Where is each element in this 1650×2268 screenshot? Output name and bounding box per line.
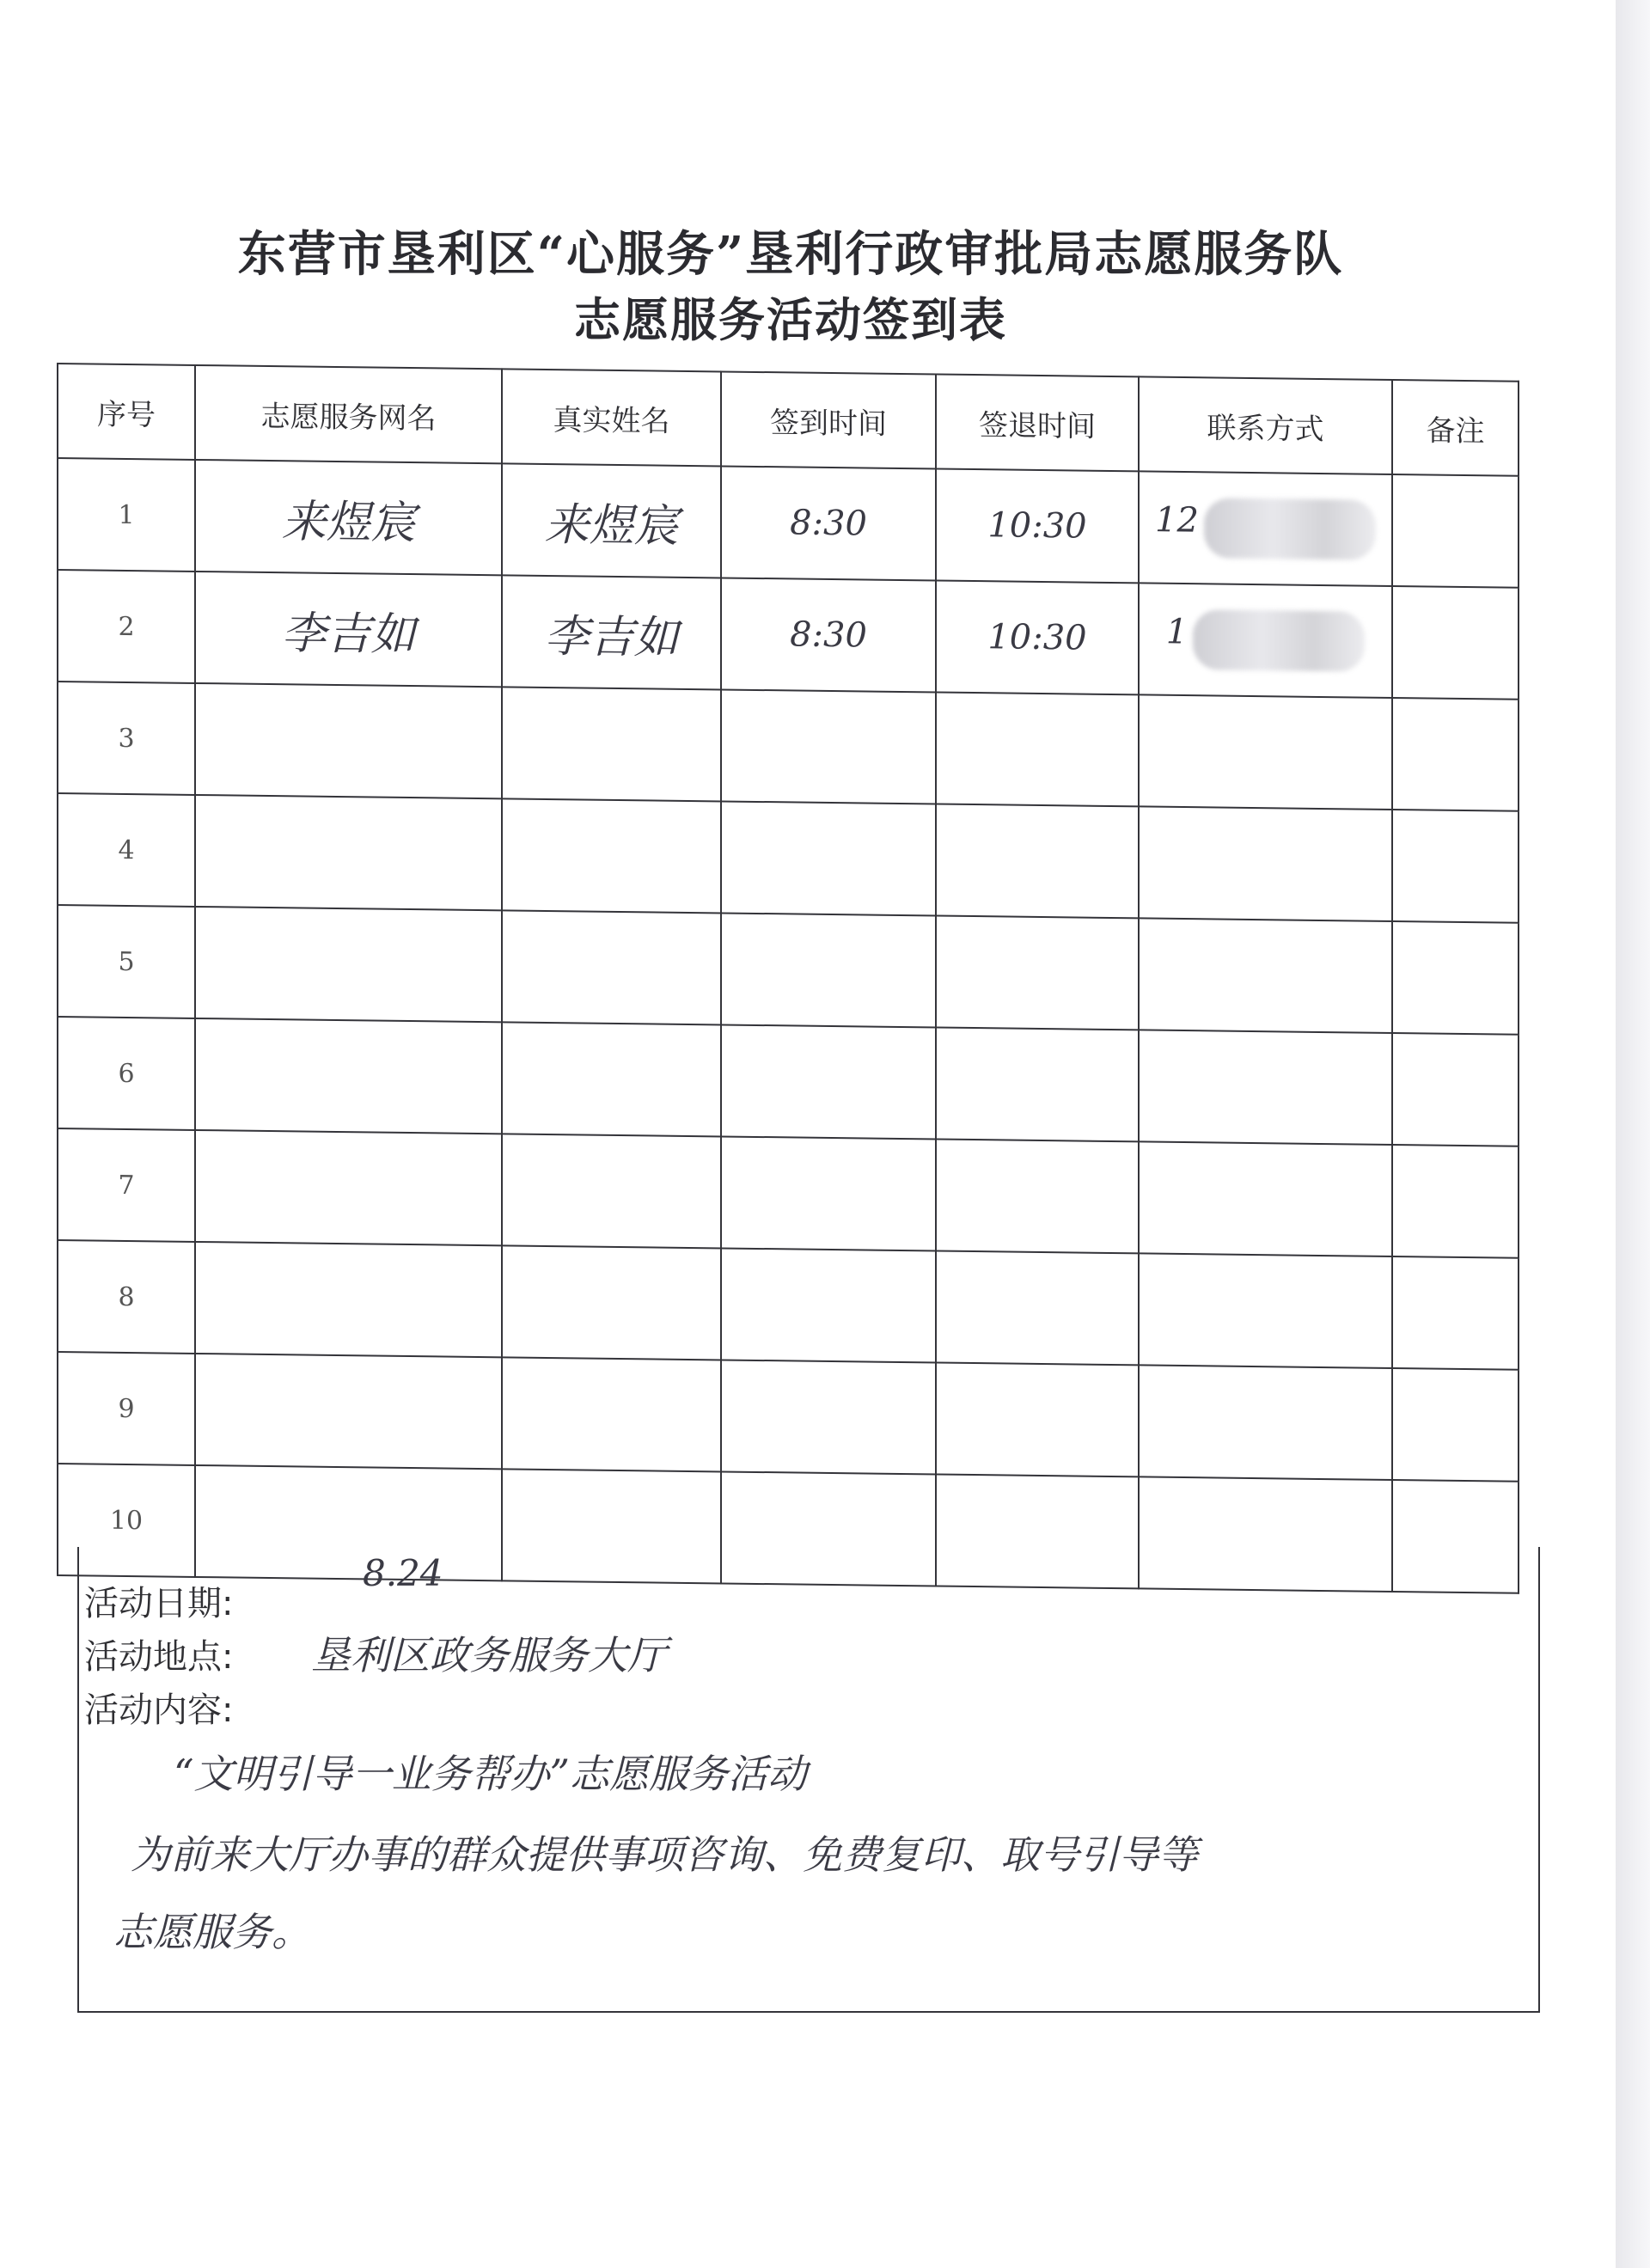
empty-cell (502, 910, 721, 1024)
sign-in-table (57, 363, 1519, 1594)
empty-cell (936, 692, 1139, 806)
sign-out-cell: 10:30 (936, 468, 1139, 583)
empty-cell (721, 1136, 936, 1250)
empty-cell (502, 1357, 721, 1471)
empty-cell (721, 801, 936, 915)
col-header-remark: 备注 (1392, 380, 1519, 476)
activity-info-box (77, 1547, 1540, 2013)
activity-place-label: 活动地点: (84, 1637, 234, 1677)
empty-cell (195, 683, 502, 798)
table-row (58, 458, 1519, 588)
empty-cell (1139, 806, 1392, 921)
table-row (58, 793, 1519, 923)
activity-content-line: 为前来大厅办事的群众提供事项咨询、免费复印、取号引导等 (131, 1831, 1198, 1878)
row-number: 9 (58, 1352, 195, 1465)
form-subtitle: 志愿服务活动签到表 (574, 292, 1007, 347)
remark-cell (1392, 586, 1519, 700)
table-row (58, 905, 1519, 1035)
empty-cell (195, 1130, 502, 1245)
col-header-sign-in: 签到时间 (721, 371, 936, 468)
row-number: 6 (58, 1017, 195, 1130)
row-number: 1 (58, 458, 195, 572)
row-number: 4 (58, 793, 195, 907)
activity-date-label: 活动日期: (84, 1584, 234, 1623)
empty-cell (195, 907, 502, 1022)
table-row (58, 1017, 1519, 1146)
real-name-cell: 来煜宸 (502, 463, 721, 578)
col-header-contact: 联系方式 (1139, 376, 1392, 474)
empty-cell (936, 1027, 1139, 1141)
contact-cell (1139, 583, 1392, 698)
table-row (58, 1128, 1519, 1258)
col-header-seq: 序号 (58, 364, 195, 460)
empty-cell (195, 795, 502, 910)
empty-cell (1392, 921, 1519, 1035)
table-header-row (58, 364, 1519, 476)
form-title: 东营市垦利区“心服务”垦利行政审批局志愿服务队 (237, 226, 1344, 283)
net-name-cell: 来煜宸 (195, 460, 502, 575)
empty-cell (195, 1018, 502, 1134)
empty-cell (1139, 1253, 1392, 1368)
sign-out-cell: 10:30 (936, 580, 1139, 694)
empty-cell (721, 1360, 936, 1474)
sign-in-cell: 8:30 (721, 578, 936, 692)
empty-cell (1392, 810, 1519, 923)
redaction-blur (1193, 609, 1365, 671)
empty-cell (195, 1242, 502, 1357)
redaction-blur (1204, 498, 1376, 559)
empty-cell (502, 798, 721, 913)
empty-cell (721, 689, 936, 804)
empty-cell (1139, 1030, 1392, 1145)
activity-place-value: 垦利区政务服务大厅 (311, 1632, 667, 1678)
empty-cell (721, 913, 936, 1027)
empty-cell (936, 1250, 1139, 1365)
col-header-net-name: 志愿服务网名 (195, 365, 502, 463)
empty-cell (502, 1134, 721, 1248)
row-number: 7 (58, 1128, 195, 1242)
empty-cell (195, 1354, 502, 1469)
empty-cell (1139, 1365, 1392, 1480)
row-number: 5 (58, 905, 195, 1018)
activity-content-label: 活动内容: (84, 1690, 234, 1730)
empty-cell (1392, 1368, 1519, 1482)
sign-in-cell: 8:30 (721, 466, 936, 580)
empty-cell (1392, 1256, 1519, 1370)
table-row (58, 682, 1519, 811)
contact-cell (1139, 471, 1392, 586)
empty-cell (1392, 1033, 1519, 1146)
scan-edge (1616, 0, 1650, 2268)
empty-cell (1392, 698, 1519, 811)
table-row (58, 1352, 1519, 1482)
empty-cell (502, 1245, 721, 1360)
empty-cell (1392, 1145, 1519, 1258)
empty-cell (936, 804, 1139, 918)
empty-cell (936, 1139, 1139, 1253)
remark-cell (1392, 474, 1519, 588)
activity-content-line: 志愿服务。 (113, 1909, 311, 1955)
phone-visible-digits: 1 (1165, 612, 1189, 652)
empty-cell (1139, 1141, 1392, 1256)
col-header-sign-out: 签退时间 (936, 374, 1139, 471)
table-row (58, 570, 1519, 700)
empty-cell (721, 1248, 936, 1362)
col-header-real-name: 真实姓名 (502, 369, 721, 466)
table-row (58, 1240, 1519, 1370)
row-number: 3 (58, 682, 195, 795)
net-name-cell: 李吉如 (195, 572, 502, 687)
empty-cell (721, 1024, 936, 1139)
activity-content-line: “文明引导一业务帮办”志愿服务活动 (174, 1751, 808, 1797)
row-number: 8 (58, 1240, 195, 1354)
empty-cell (936, 1362, 1139, 1476)
empty-cell (1139, 694, 1392, 810)
empty-cell (502, 687, 721, 801)
activity-date-value: 8.24 (363, 1552, 443, 1594)
empty-cell (502, 1022, 721, 1136)
real-name-cell: 李吉如 (502, 575, 721, 689)
row-number: 10 (58, 1464, 195, 1577)
row-number: 2 (58, 570, 195, 683)
empty-cell (936, 915, 1139, 1030)
phone-visible-digits: 12 (1155, 500, 1199, 541)
empty-cell (1139, 918, 1392, 1033)
